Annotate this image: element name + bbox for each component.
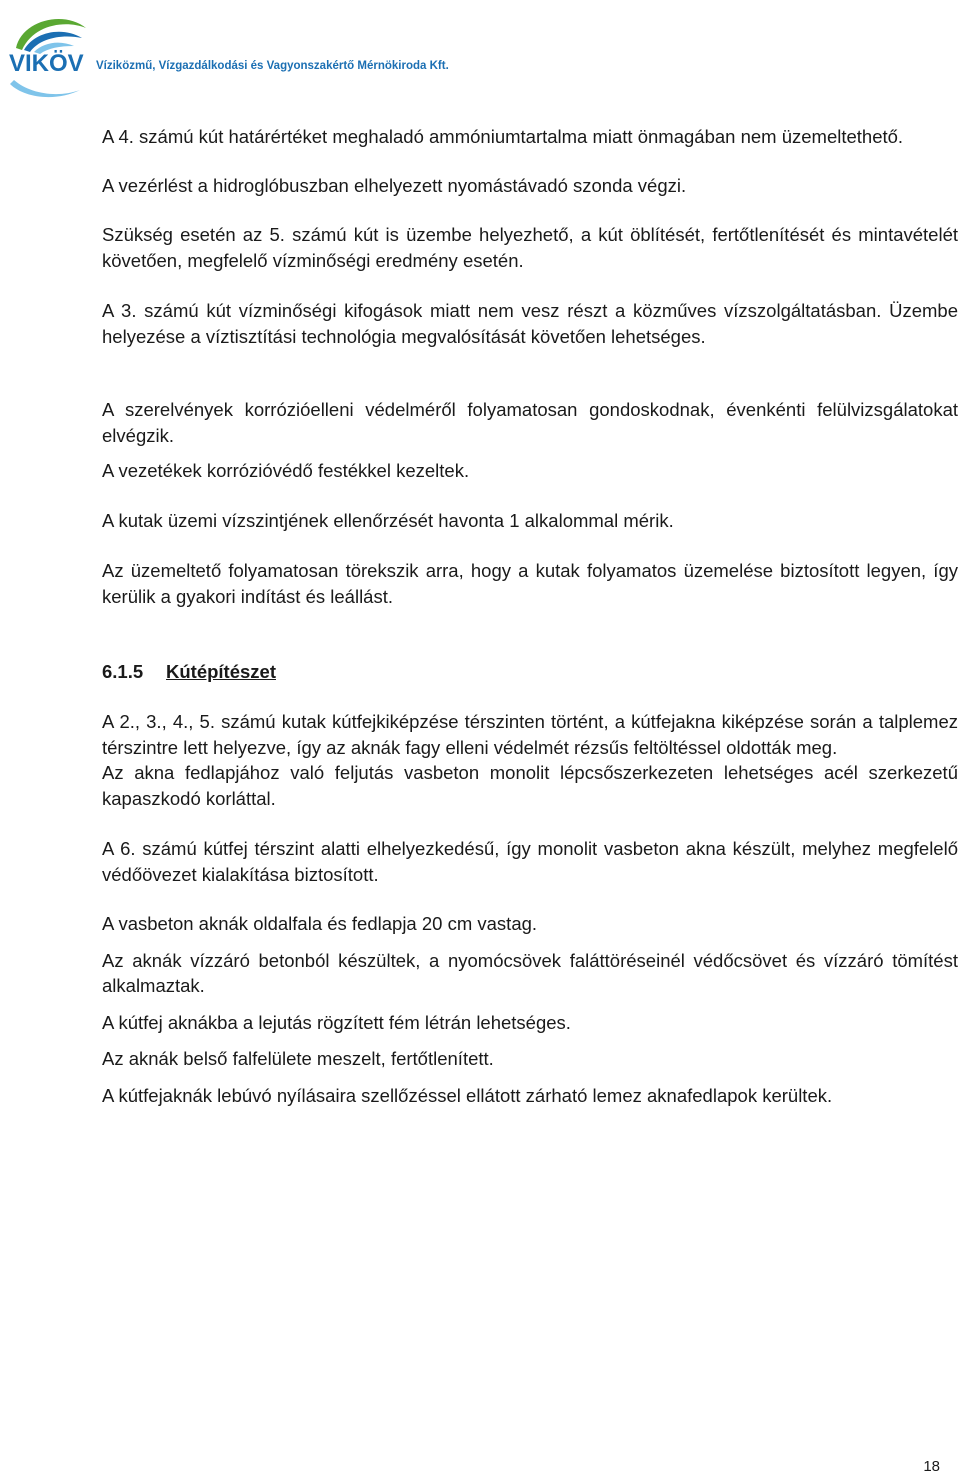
paragraph: A 3. számú kút vízminőségi kifogások miatt nem vesz részt a közműves vízszolgáltatásban. Üzembe helyezése a víztisztítási technológia megvalósítását követően lehetséges. (102, 300, 958, 347)
company-tagline: Víziközmű, Vízgazdálkodási és Vagyonszakértő Mérnökiroda Kft. (96, 60, 449, 72)
paragraph: A 6. számú kútfej térszint alatti elhelyezkedésű, így monolit vasbeton akna készült, melyhez megfelelő védőövezet kialakítása biztosított. (102, 838, 958, 885)
paragraph: Az aknák belső falfelülete meszelt, fertőtlenített. (102, 1048, 494, 1069)
paragraph: A 2., 3., 4., 5. számú kutak kútfejkiképzése térszinten történt, a kútfejakna kiképzése során a talplemez térszintre lett helyezve, így az aknák fagy elleni védelmét rézsűs feltöltéssel oldották meg. (102, 711, 958, 758)
paragraph: Az akna fedlapjához való feljutás vasbeton monolit lépcsőszerkezeten lehetséges acél szerkezetű kapaszkodó korláttal. (102, 762, 958, 809)
paragraph: A kútfejaknák lebúvó nyílásaira szellőzéssel ellátott zárható lemez aknafedlapok kerültek. (102, 1084, 833, 1106)
paragraph: Szükség esetén az 5. számú kút is üzembe helyezhető, a kút öblítését, fertőtlenítését és mintavételét követően, megfelelő vízminőségi eredmény esetén. (102, 224, 958, 271)
paragraph: A vasbeton aknák oldalfala és fedlapja 20 cm vastag. (102, 913, 538, 934)
paragraph: A szerelvények korrózióelleni védelméről folyamatosan gondoskodnak, évenkénti felülvizsgálatokat elvégzik. (102, 399, 958, 446)
paragraph: A vezérlést a hidroglóbuszban elhelyezett nyomástávadó szonda végzi. (102, 174, 687, 196)
logo-wordmark: VIKÖV (9, 50, 84, 77)
page-number: 18 (923, 1458, 940, 1475)
section-heading (102, 659, 958, 684)
section-number: 6.1.5 (102, 661, 144, 682)
section-title: Kútépítészet (166, 661, 276, 682)
paragraph: Az üzemeltető folyamatosan törekszik arra, hogy a kutak folyamatos üzemelése biztosított legyen, így kerülik a gyakori indítást és leállást. (102, 560, 958, 607)
page-header (0, 0, 960, 110)
document-body (102, 124, 958, 1108)
paragraph: A kutak üzemi vízszintjének ellenőrzését havonta 1 alkalommal mérik. (102, 509, 674, 531)
paragraph: Az aknák vízzáró betonból készültek, a nyomócsövek faláttöréseinél védőcsövet és vízzáró tömítést alkalmaztak. (102, 949, 958, 996)
paragraph: A vezetékek korrózióvédő festékkel kezeltek. (102, 460, 470, 481)
paragraph: A kútfej aknákba a lejutás rögzített fém létrán lehetséges. (102, 1011, 571, 1033)
paragraph: A 4. számú kút határértéket meghaladó ammóniumtartalma miatt önmagában nem üzemeltethető. (102, 126, 904, 147)
